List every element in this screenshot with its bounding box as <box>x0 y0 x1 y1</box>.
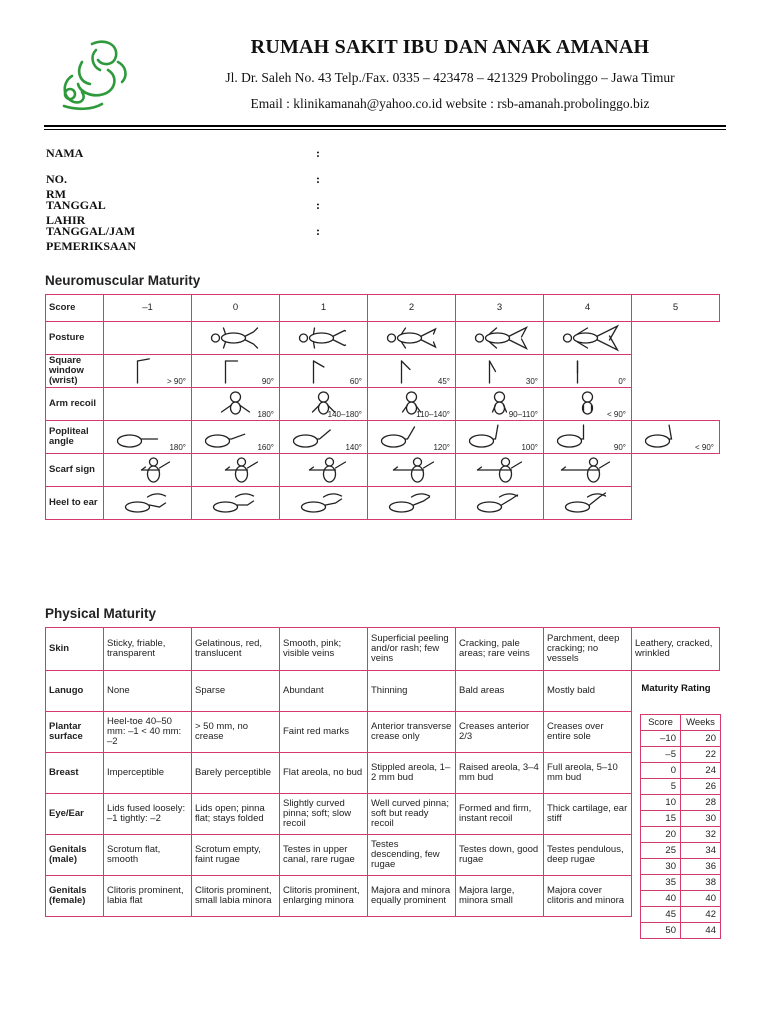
maturity-figure-cell <box>280 454 368 487</box>
maturity-figure-cell <box>280 487 368 520</box>
maturity-figure-cell <box>368 454 456 487</box>
angle-label: 100° <box>521 443 538 452</box>
rating-score: –10 <box>641 731 681 747</box>
figure-illustration <box>283 355 364 387</box>
neuromuscular-row-label: Arm recoil <box>46 388 104 421</box>
neuromuscular-title: Neuromuscular Maturity <box>45 273 201 288</box>
figure-illustration <box>283 388 364 420</box>
angle-label: 180° <box>257 410 274 419</box>
maturity-figure-cell <box>368 421 456 454</box>
figure-illustration <box>195 388 276 420</box>
figure-illustration <box>107 421 188 453</box>
physical-criteria-cell: Testes descending, few rugae <box>368 835 456 876</box>
hospital-name: RUMAH SAKIT IBU DAN ANAK AMANAH <box>250 36 650 58</box>
physical-row-label: Plantar surface <box>46 712 104 753</box>
physical-criteria-cell: Testes pendulous, deep rugae <box>544 835 632 876</box>
rating-weeks: 26 <box>681 779 721 795</box>
physical-criteria-cell: Testes in upper canal, rare rugae <box>280 835 368 876</box>
rating-score: 25 <box>641 843 681 859</box>
neuromuscular-row-label: Posture <box>46 322 104 355</box>
maturity-figure-cell <box>456 355 544 388</box>
empty-cell <box>632 487 720 520</box>
angle-label: 30° <box>525 377 538 386</box>
rating-row <box>641 763 721 779</box>
figure-illustration <box>371 388 452 420</box>
figure-illustration <box>195 355 276 387</box>
figure-illustration <box>371 454 452 486</box>
figure-illustration <box>635 388 717 420</box>
rating-row <box>641 875 721 891</box>
maturity-figure-cell <box>192 454 280 487</box>
neuromuscular-row <box>46 388 720 421</box>
physical-criteria-cell: Majora and minora equally prominent <box>368 876 456 917</box>
physical-row-label: Eye/Ear <box>46 794 104 835</box>
physical-criteria-cell: Sparse <box>192 671 280 712</box>
maturity-figure-cell <box>192 322 280 355</box>
rating-weeks: 32 <box>681 827 721 843</box>
figure-illustration <box>459 322 540 354</box>
maturity-figure-cell <box>544 322 632 355</box>
figure-illustration <box>195 322 276 354</box>
rating-row <box>641 731 721 747</box>
physical-criteria-cell: Full areola, 5–10 mm bud <box>544 753 632 794</box>
header-rule-thin <box>44 129 726 130</box>
maturity-figure-cell <box>368 322 456 355</box>
rating-weeks: 22 <box>681 747 721 763</box>
physical-criteria-cell: Raised areola, 3–4 mm bud <box>456 753 544 794</box>
figure-illustration <box>283 322 364 354</box>
rating-weeks: 36 <box>681 859 721 875</box>
figure-illustration <box>107 355 188 387</box>
maturity-figure-cell <box>544 355 632 388</box>
physical-row <box>46 835 720 876</box>
rating-score: 20 <box>641 827 681 843</box>
figure-illustration <box>547 388 628 420</box>
figure-illustration <box>459 388 540 420</box>
maturity-figure-cell <box>280 322 368 355</box>
figure-illustration <box>459 454 540 486</box>
physical-criteria-cell: Barely perceptible <box>192 753 280 794</box>
physical-row-label: Lanugo <box>46 671 104 712</box>
rating-weeks: 34 <box>681 843 721 859</box>
figure-illustration <box>283 454 364 486</box>
physical-criteria-cell: Cracking, pale areas; rare veins <box>456 628 544 671</box>
empty-cell <box>632 355 720 388</box>
rating-row <box>641 827 721 843</box>
angle-label: 45° <box>437 377 450 386</box>
field-label: TANGGAL LAHIR <box>46 198 106 227</box>
maturity-figure-cell <box>368 388 456 421</box>
figure-illustration <box>459 487 540 519</box>
figure-illustration <box>371 421 452 453</box>
score-cell: 1 <box>280 295 368 322</box>
figure-illustration <box>195 421 276 453</box>
rating-score: 40 <box>641 891 681 907</box>
physical-title: Physical Maturity <box>45 606 157 621</box>
figure-illustration <box>371 355 452 387</box>
angle-label: 140–180° <box>327 410 362 419</box>
maturity-figure-cell <box>192 355 280 388</box>
score-row <box>46 295 720 322</box>
rating-weeks: 30 <box>681 811 721 827</box>
physical-criteria-cell: Leathery, cracked, wrinkled <box>632 628 720 671</box>
angle-label: 0° <box>618 377 626 386</box>
maturity-figure-cell <box>456 487 544 520</box>
physical-criteria-cell: None <box>104 671 192 712</box>
rating-weeks: 28 <box>681 795 721 811</box>
empty-cell <box>632 454 720 487</box>
figure-illustration <box>195 487 276 519</box>
physical-criteria-cell: Mostly bald <box>544 671 632 712</box>
field-separator: : <box>316 172 320 186</box>
figure-illustration <box>283 487 364 519</box>
physical-criteria-cell: Clitoris prominent, small labia minora <box>192 876 280 917</box>
rating-header: Score <box>641 715 681 731</box>
figure-illustration <box>107 322 188 354</box>
rating-row <box>641 779 721 795</box>
maturity-figure-cell <box>456 421 544 454</box>
score-cell: 2 <box>368 295 456 322</box>
neuromuscular-row <box>46 322 720 355</box>
figure-illustration <box>283 421 364 453</box>
maturity-figure-cell <box>544 487 632 520</box>
angle-label: 60° <box>349 377 362 386</box>
maturity-figure-cell <box>192 487 280 520</box>
physical-criteria-cell: Anterior transverse crease only <box>368 712 456 753</box>
score-cell: 3 <box>456 295 544 322</box>
physical-table <box>45 627 720 917</box>
physical-criteria-cell: Majora large, minora small <box>456 876 544 917</box>
score-cell: 0 <box>192 295 280 322</box>
rating-header: Weeks <box>681 715 721 731</box>
hospital-contact: Email : klinikamanah@yahoo.co.id website : rsb-amanah.probolinggo.biz <box>250 96 650 111</box>
physical-criteria-cell: Thick cartilage, ear stiff <box>544 794 632 835</box>
physical-criteria-cell: Clitoris prominent, enlarging minora <box>280 876 368 917</box>
rating-row <box>641 891 721 907</box>
physical-criteria-cell: Creases anterior 2/3 <box>456 712 544 753</box>
rating-weeks: 42 <box>681 907 721 923</box>
figure-illustration <box>547 454 628 486</box>
physical-row-label: Skin <box>46 628 104 671</box>
maturity-figure-cell <box>456 322 544 355</box>
rating-score: 5 <box>641 779 681 795</box>
physical-criteria-cell: Lids open; pinna flat; stays folded <box>192 794 280 835</box>
field-label: TANGGAL/JAM PEMERIKSAAN <box>46 224 137 253</box>
rating-score: 30 <box>641 859 681 875</box>
rating-weeks: 24 <box>681 763 721 779</box>
physical-criteria-cell: Well curved pinna; soft but ready recoil <box>368 794 456 835</box>
physical-row <box>46 794 720 835</box>
physical-row <box>46 671 720 712</box>
physical-criteria-cell: Testes down, good rugae <box>456 835 544 876</box>
physical-criteria-cell: > 50 mm, no crease <box>192 712 280 753</box>
figure-illustration <box>107 487 188 519</box>
physical-criteria-cell: Imperceptible <box>104 753 192 794</box>
physical-criteria-cell: Flat areola, no bud <box>280 753 368 794</box>
physical-criteria-cell: Faint red marks <box>280 712 368 753</box>
figure-illustration <box>459 355 540 387</box>
physical-criteria-cell: Gelatinous, red, translucent <box>192 628 280 671</box>
rating-score: 10 <box>641 795 681 811</box>
maturity-figure-cell <box>544 421 632 454</box>
physical-criteria-cell: Scrotum empty, faint rugae <box>192 835 280 876</box>
rating-row <box>641 811 721 827</box>
rating-weeks: 44 <box>681 923 721 939</box>
maturity-rating-title: Maturity Rating <box>641 683 711 694</box>
maturity-figure-cell <box>456 388 544 421</box>
neuromuscular-row-label: Heel to ear <box>46 487 104 520</box>
figure-illustration <box>547 322 628 354</box>
maturity-figure-cell <box>280 355 368 388</box>
score-cell: 4 <box>544 295 632 322</box>
angle-label: > 90° <box>167 377 186 386</box>
physical-criteria-cell: Heel-toe 40–50 mm: –1 < 40 mm: –2 <box>104 712 192 753</box>
score-cell: 5 <box>632 295 720 322</box>
physical-row-label: Genitals (male) <box>46 835 104 876</box>
maturity-figure-cell <box>544 388 632 421</box>
figure-illustration <box>635 487 717 519</box>
maturity-figure-cell <box>368 355 456 388</box>
angle-label: 140° <box>345 443 362 452</box>
rating-score: 35 <box>641 875 681 891</box>
maturity-figure-cell <box>280 421 368 454</box>
physical-criteria-cell: Creases over entire sole <box>544 712 632 753</box>
figure-illustration <box>459 421 540 453</box>
maturity-figure-cell <box>104 454 192 487</box>
physical-row <box>46 753 720 794</box>
physical-criteria-cell: Formed and firm, instant recoil <box>456 794 544 835</box>
figure-illustration <box>635 355 717 387</box>
physical-criteria-cell: Bald areas <box>456 671 544 712</box>
rating-row <box>641 795 721 811</box>
neuromuscular-row-label: Scarf sign <box>46 454 104 487</box>
physical-criteria-cell: Parchment, deep cracking; no vessels <box>544 628 632 671</box>
figure-illustration <box>371 487 452 519</box>
physical-row <box>46 712 720 753</box>
rating-row <box>641 907 721 923</box>
maturity-figure-cell <box>104 355 192 388</box>
rating-score: 50 <box>641 923 681 939</box>
rating-row <box>641 843 721 859</box>
maturity-figure-cell <box>544 454 632 487</box>
neuromuscular-row <box>46 487 720 520</box>
maturity-rating-table <box>640 714 721 939</box>
angle-label: 90° <box>261 377 274 386</box>
physical-criteria-cell: Lids fused loosely: –1 tightly: –2 <box>104 794 192 835</box>
hospital-address: Jl. Dr. Saleh No. 43 Telp./Fax. 0335 – 423478 – 421329 Probolinggo – Jawa Timur <box>225 70 675 85</box>
field-separator: : <box>316 198 320 212</box>
hospital-logo <box>52 36 140 112</box>
physical-criteria-cell: Slightly curved pinna; soft; slow recoil <box>280 794 368 835</box>
figure-illustration <box>107 388 188 420</box>
field-label: NAMA <box>46 146 84 160</box>
rating-score: 15 <box>641 811 681 827</box>
neuromuscular-row-label: Square window (wrist) <box>46 355 104 388</box>
physical-row-label: Breast <box>46 753 104 794</box>
angle-label: 120° <box>433 443 450 452</box>
header-rule-thick <box>44 125 726 127</box>
angle-label: 90–110° <box>508 410 538 419</box>
empty-cell <box>632 322 720 355</box>
rating-row <box>641 923 721 939</box>
score-header: Score <box>46 295 104 322</box>
figure-illustration <box>635 322 717 354</box>
physical-row-label: Genitals (female) <box>46 876 104 917</box>
maturity-figure-cell <box>104 487 192 520</box>
figure-illustration <box>547 421 628 453</box>
physical-row <box>46 628 720 671</box>
neuromuscular-row-label: Popliteal angle <box>46 421 104 454</box>
physical-criteria-cell: Scrotum flat, smooth <box>104 835 192 876</box>
rating-weeks: 20 <box>681 731 721 747</box>
maturity-figure-cell <box>456 454 544 487</box>
maturity-figure-cell <box>368 487 456 520</box>
figure-illustration <box>195 454 276 486</box>
figure-illustration <box>547 487 628 519</box>
empty-cell <box>104 388 192 421</box>
field-separator: : <box>316 224 320 238</box>
figure-illustration <box>107 454 188 486</box>
angle-label: 110–140° <box>416 410 450 419</box>
score-cell: –1 <box>104 295 192 322</box>
figure-illustration <box>635 421 716 453</box>
empty-cell <box>632 388 720 421</box>
physical-row <box>46 876 720 917</box>
rating-score: 0 <box>641 763 681 779</box>
angle-label: < 90° <box>695 443 714 452</box>
rating-score: –5 <box>641 747 681 763</box>
angle-label: < 90° <box>607 410 626 419</box>
rating-weeks: 38 <box>681 875 721 891</box>
physical-criteria-cell: Smooth, pink; visible veins <box>280 628 368 671</box>
neuromuscular-row <box>46 421 720 454</box>
figure-illustration <box>635 454 717 486</box>
rating-weeks: 40 <box>681 891 721 907</box>
physical-criteria-cell: Superficial peeling and/or rash; few veins <box>368 628 456 671</box>
angle-label: 160° <box>257 443 274 452</box>
rating-row <box>641 859 721 875</box>
field-label: NO. RM <box>46 172 67 201</box>
maturity-figure-cell <box>632 421 720 454</box>
field-separator: : <box>316 146 320 160</box>
angle-label: 180° <box>169 443 186 452</box>
physical-criteria-cell: Majora cover clitoris and minora <box>544 876 632 917</box>
maturity-figure-cell <box>192 388 280 421</box>
rating-row <box>641 747 721 763</box>
rating-score: 45 <box>641 907 681 923</box>
physical-criteria-cell: Abundant <box>280 671 368 712</box>
maturity-figure-cell <box>280 388 368 421</box>
figure-illustration <box>547 355 628 387</box>
empty-cell <box>104 322 192 355</box>
figure-illustration <box>371 322 452 354</box>
neuromuscular-row <box>46 355 720 388</box>
maturity-figure-cell <box>104 421 192 454</box>
physical-criteria-cell: Sticky, friable, transparent <box>104 628 192 671</box>
angle-label: 90° <box>613 443 626 452</box>
physical-criteria-cell: Clitoris prominent, labia flat <box>104 876 192 917</box>
physical-criteria-cell: Stippled areola, 1–2 mm bud <box>368 753 456 794</box>
neuromuscular-row <box>46 454 720 487</box>
physical-criteria-cell: Thinning <box>368 671 456 712</box>
rating-header-row <box>641 715 721 731</box>
neuromuscular-table <box>45 294 720 520</box>
maturity-figure-cell <box>192 421 280 454</box>
